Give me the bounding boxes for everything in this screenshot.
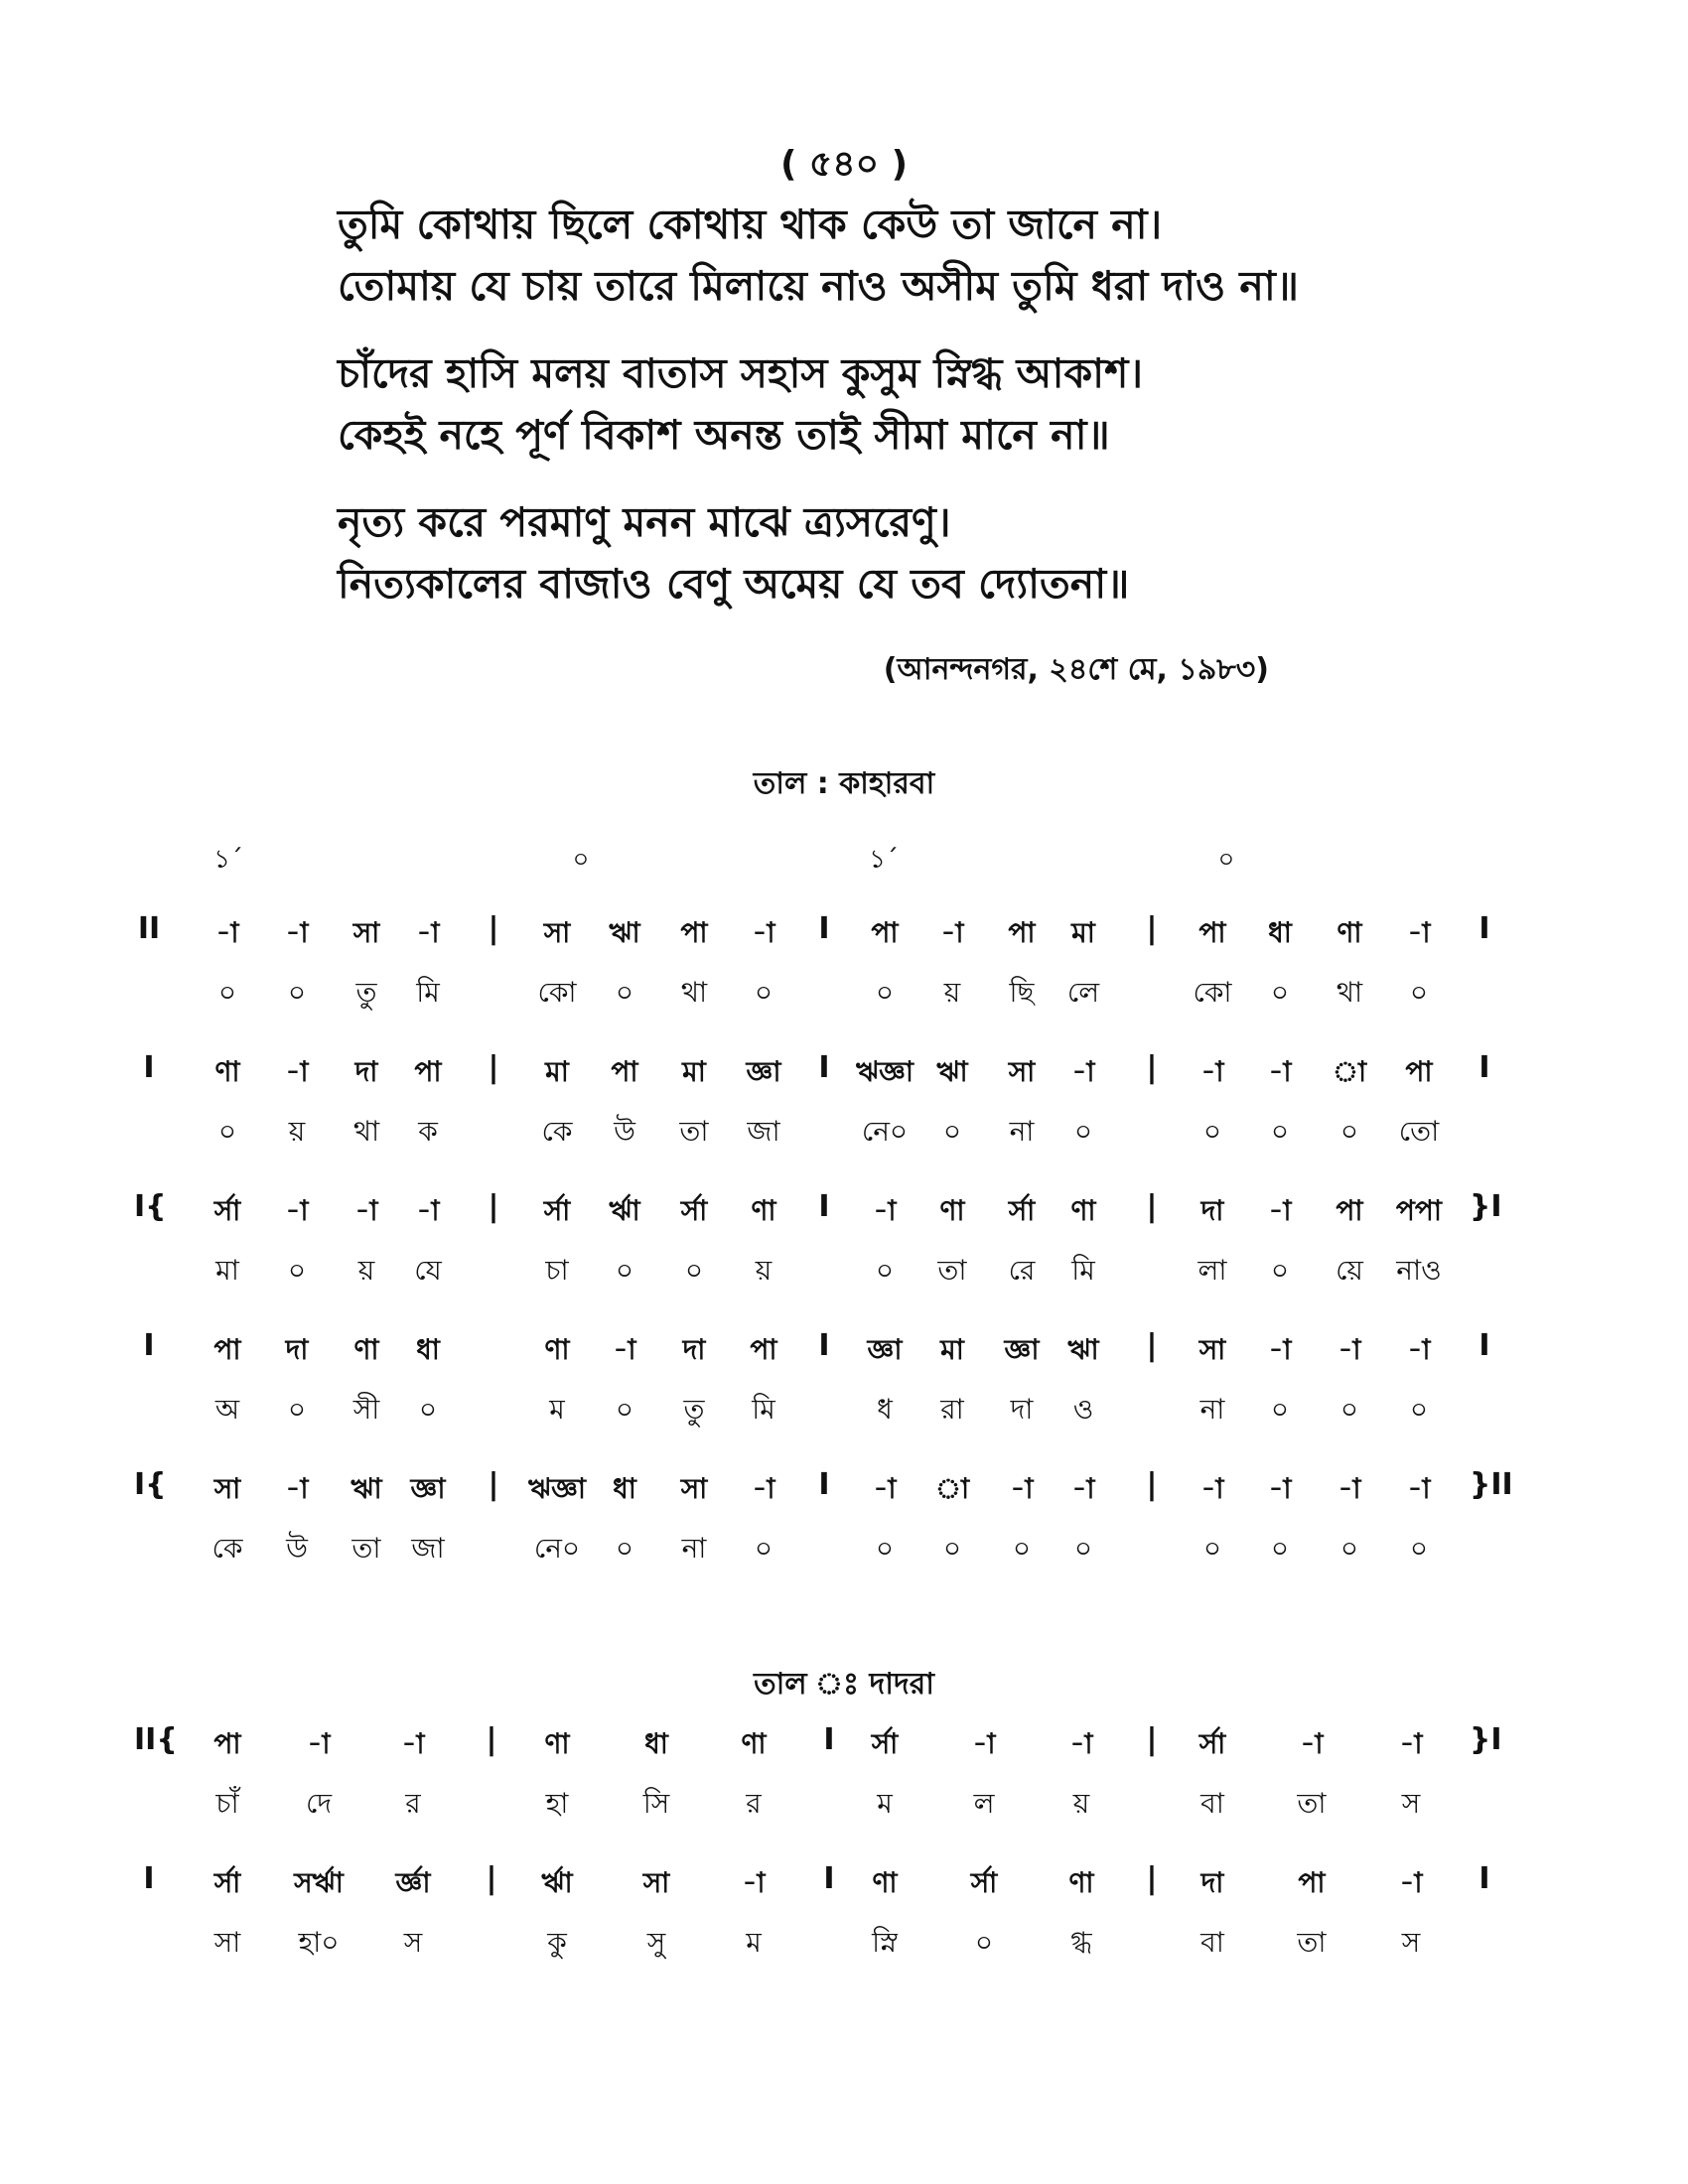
bar-line: I bbox=[1478, 1861, 1490, 1896]
swara-note: ণা bbox=[751, 1194, 776, 1227]
swara-note: ণা bbox=[939, 1194, 965, 1227]
swara-note: পা bbox=[871, 916, 899, 949]
swara-note: সা bbox=[680, 1472, 708, 1505]
lyric-syllable: তু bbox=[683, 1393, 705, 1426]
swara-note: -া bbox=[1071, 1472, 1095, 1505]
swara-note: া bbox=[934, 1472, 970, 1505]
lyric-syllable: ০ bbox=[942, 1115, 962, 1148]
bar-line: I bbox=[143, 1861, 155, 1896]
bar-line: I bbox=[1478, 911, 1490, 946]
beat-mark: ০ bbox=[1217, 845, 1235, 875]
swara-note: -া bbox=[1337, 1333, 1361, 1366]
swara-note: -া bbox=[416, 916, 440, 949]
swara-note: -া bbox=[1337, 1472, 1361, 1505]
bar-line: }I bbox=[1470, 1722, 1502, 1757]
lyric-syllable: ল bbox=[973, 1787, 995, 1820]
lyric-line: নিত্যকালের বাজাও বেণু অমেয় যে তব দ্যোতনা॥ bbox=[338, 560, 1130, 608]
swara-note: ধা bbox=[416, 1333, 440, 1366]
lyric-syllable: ০ bbox=[1270, 976, 1290, 1009]
lyric-syllable: চাঁ bbox=[215, 1787, 239, 1820]
bar-line: | bbox=[1146, 1189, 1158, 1224]
swara-note: পা bbox=[1198, 916, 1226, 949]
swara-row bbox=[0, 1722, 1688, 1770]
swara-note: -া bbox=[873, 1472, 897, 1505]
lyric-syllable: ০ bbox=[287, 976, 307, 1009]
bar-line: I bbox=[823, 1722, 835, 1757]
notation-line bbox=[0, 1722, 1688, 1849]
swara-note: পা bbox=[1008, 916, 1036, 949]
lyric-syllable: হা০ bbox=[298, 1926, 340, 1959]
swara-note: ঋা bbox=[1067, 1333, 1099, 1366]
swara-note: -া bbox=[1268, 1055, 1292, 1088]
lyric-syllable: ০ bbox=[974, 1926, 994, 1959]
lyric-syllable: ০ bbox=[1270, 1393, 1290, 1426]
swara-note: -া bbox=[742, 1866, 766, 1899]
bar-line: II{ bbox=[134, 1722, 178, 1757]
swara-note: জ্ঞা bbox=[867, 1333, 903, 1366]
bar-line: I bbox=[818, 911, 830, 946]
swara-note: সা bbox=[642, 1866, 670, 1899]
swara-note: সা bbox=[352, 916, 380, 949]
lyric-syllable: ০ bbox=[287, 1254, 307, 1287]
lyric-syllable: গ্ধ bbox=[1070, 1926, 1092, 1959]
swara-note: -া bbox=[940, 916, 964, 949]
lyric-syllable: ০ bbox=[875, 1254, 895, 1287]
bar-line: }I bbox=[1470, 1189, 1502, 1224]
lyric-syllable-row bbox=[0, 1921, 1688, 1969]
swara-note: ণা bbox=[741, 1727, 767, 1760]
swara-note: সা bbox=[543, 916, 571, 949]
bar-line: I bbox=[818, 1467, 830, 1502]
lyric-syllable-row bbox=[0, 1249, 1688, 1297]
tala-heading-dadra bbox=[0, 1660, 1688, 1710]
bar-line: I bbox=[823, 1861, 835, 1896]
lyric-syllable: তু bbox=[355, 976, 377, 1009]
bar-line: | bbox=[1146, 1722, 1158, 1757]
lyric-syllable: ০ bbox=[1270, 1254, 1290, 1287]
swara-note: -া bbox=[1268, 1472, 1292, 1505]
swara-note: -া bbox=[1407, 1333, 1431, 1366]
lyric-syllable: না bbox=[681, 1532, 707, 1565]
bar-line: | bbox=[488, 911, 499, 946]
lyric-line: কেহই নহে পূর্ণ বিকাশ অনন্ত তাই সীমা মানে না॥ bbox=[338, 411, 1110, 459]
lyric-syllable: ০ bbox=[1073, 1532, 1093, 1565]
swara-note: সা bbox=[1198, 1333, 1226, 1366]
swara-note: ঋজ্ঞা bbox=[855, 1055, 914, 1088]
lyric-syllable: থা bbox=[1336, 976, 1363, 1009]
swara-note: -া bbox=[285, 916, 309, 949]
swara-note: -া bbox=[285, 1055, 309, 1088]
swara-note: ণা bbox=[1068, 1866, 1094, 1899]
lyric-line: নৃত্য করে পরমাণু মনন মাঝে ত্র্যসরেণু। bbox=[338, 498, 951, 546]
lyric-syllable: মি bbox=[752, 1393, 775, 1426]
swara-note: -া bbox=[1200, 1055, 1224, 1088]
attribution: (আনন্দনগর, ২৪শে মে, ১৯৮৩) bbox=[883, 652, 1269, 687]
lyric-syllable: যে bbox=[414, 1254, 442, 1287]
notation-line bbox=[0, 911, 1688, 1038]
lyric-syllable: স bbox=[403, 1926, 423, 1959]
lyric-syllable: য় bbox=[755, 1254, 773, 1287]
swara-note: -া bbox=[1300, 1727, 1324, 1760]
lyric-syllable: ০ bbox=[1339, 1532, 1359, 1565]
bar-line: I{ bbox=[134, 1189, 167, 1224]
lyric-syllable: ০ bbox=[1409, 1393, 1429, 1426]
bar-line: I bbox=[818, 1050, 830, 1085]
swara-note: ঋা bbox=[609, 916, 640, 949]
bar-line: I bbox=[143, 1050, 155, 1085]
swara-note: র্সা bbox=[871, 1727, 899, 1760]
swara-note: দা bbox=[682, 1333, 706, 1366]
swara-note: ধা bbox=[1268, 916, 1292, 949]
lyric-syllable: ০ bbox=[1409, 1532, 1429, 1565]
beat-mark: ১´ bbox=[213, 845, 243, 875]
swara-note: -া bbox=[1407, 916, 1431, 949]
swara-note: -া bbox=[1010, 1472, 1034, 1505]
swara-row bbox=[0, 1861, 1688, 1909]
lyric-syllable: কো bbox=[537, 976, 577, 1009]
lyric-syllable: ক bbox=[418, 1115, 438, 1148]
lyric-syllable: ও bbox=[1072, 1393, 1094, 1426]
lyric-syllable: দা bbox=[1010, 1393, 1034, 1426]
swara-row bbox=[0, 1050, 1688, 1098]
stanza bbox=[338, 491, 1529, 614]
swara-note: -া bbox=[1407, 1472, 1431, 1505]
lyric-syllable: থা bbox=[352, 1115, 380, 1148]
swara-note: -া bbox=[1071, 1055, 1095, 1088]
lyric-syllable: মি bbox=[416, 976, 440, 1009]
swara-note: সা bbox=[213, 1472, 241, 1505]
swara-note: -া bbox=[1399, 1866, 1423, 1899]
bar-line: | bbox=[1146, 1050, 1158, 1085]
swara-note: র্সা bbox=[543, 1194, 571, 1227]
swara-note: ণা bbox=[1070, 1194, 1096, 1227]
bar-line: I bbox=[1478, 1328, 1490, 1363]
lyric-syllable: ০ bbox=[1339, 1115, 1359, 1148]
lyric-syllable: ধ bbox=[877, 1393, 893, 1426]
lyric-syllable: র bbox=[746, 1787, 762, 1820]
bar-line: | bbox=[488, 1467, 499, 1502]
swara-note: পা bbox=[680, 916, 708, 949]
swara-note: -া bbox=[416, 1194, 440, 1227]
swara-row bbox=[0, 1328, 1688, 1376]
swara-note: র্ঋা bbox=[541, 1866, 573, 1899]
swara-note: সর্ঋা bbox=[294, 1866, 344, 1899]
notation-line bbox=[0, 1861, 1688, 1988]
lyric-syllable: জা bbox=[747, 1115, 780, 1148]
lyric-syllable: ০ bbox=[1012, 1532, 1032, 1565]
swara-note: র্সা bbox=[1198, 1727, 1226, 1760]
swara-note: জ্ঞা bbox=[1004, 1333, 1040, 1366]
lyric-syllable: ০ bbox=[1270, 1115, 1290, 1148]
tala-label: তাল bbox=[754, 1667, 807, 1702]
lyric-syllable: য় bbox=[288, 1115, 306, 1148]
swara-note: র্সা bbox=[213, 1194, 241, 1227]
swara-row bbox=[0, 1467, 1688, 1515]
swara-note: ধা bbox=[613, 1472, 636, 1505]
lyric-syllable: য়ে bbox=[1336, 1254, 1363, 1287]
beat-mark: ১´ bbox=[869, 845, 899, 875]
lyric-syllable: ০ bbox=[615, 1532, 634, 1565]
swara-note: দা bbox=[1200, 1866, 1224, 1899]
bar-line: | bbox=[486, 1722, 497, 1757]
swara-note: র্সা bbox=[680, 1194, 708, 1227]
lyric-syllable: না bbox=[1199, 1393, 1225, 1426]
swara-note: -া bbox=[972, 1727, 996, 1760]
swara-note: মা bbox=[545, 1055, 569, 1088]
lyric-syllable: রে bbox=[1008, 1254, 1036, 1287]
lyric-syllable: সী bbox=[352, 1393, 380, 1426]
swara-note: -া bbox=[1200, 1472, 1224, 1505]
lyric-syllable: ০ bbox=[615, 976, 634, 1009]
swara-note: -া bbox=[401, 1727, 425, 1760]
swara-note: মা bbox=[682, 1055, 706, 1088]
lyric-line: চাঁদের হাসি মলয় বাতাস সহাস কুসুম স্নিগ্ধ আকাশ। bbox=[338, 349, 1143, 397]
lyric-syllable: ০ bbox=[418, 1393, 438, 1426]
lyric-syllable: স bbox=[1401, 1926, 1421, 1959]
swara-note: ণা bbox=[872, 1866, 898, 1899]
lyric-syllable: হা bbox=[545, 1787, 569, 1820]
notation-line bbox=[0, 1467, 1688, 1594]
swara-note: দা bbox=[1200, 1194, 1224, 1227]
lyric-syllable: ০ bbox=[615, 1254, 634, 1287]
lyric-syllable: উ bbox=[286, 1532, 308, 1565]
lyric-syllable: কে bbox=[541, 1115, 573, 1148]
lyric-syllable: ম bbox=[877, 1787, 893, 1820]
swara-row bbox=[0, 1189, 1688, 1237]
swara-note: -া bbox=[1268, 1333, 1292, 1366]
swara-note: মা bbox=[1071, 916, 1095, 949]
lyric-syllable: বা bbox=[1200, 1787, 1224, 1820]
tala-name: : কাহারবা bbox=[806, 766, 935, 801]
swara-note: মা bbox=[940, 1333, 964, 1366]
swara-note: র্সা bbox=[1008, 1194, 1036, 1227]
lyric-syllable: ০ bbox=[217, 1115, 237, 1148]
swara-note: -া bbox=[752, 916, 775, 949]
lyric-syllable: ম bbox=[746, 1926, 762, 1959]
swara-note: -া bbox=[354, 1194, 378, 1227]
swara-note: পা bbox=[1405, 1055, 1433, 1088]
lyric-syllable: য় bbox=[357, 1254, 375, 1287]
swara-note: পা bbox=[750, 1333, 777, 1366]
bar-line: I bbox=[818, 1328, 830, 1363]
swara-note: -া bbox=[1268, 1194, 1292, 1227]
swara-note: -া bbox=[285, 1472, 309, 1505]
lyric-syllable: তা bbox=[352, 1532, 381, 1565]
lyric-syllable: সু bbox=[646, 1926, 666, 1959]
bar-line: | bbox=[1146, 1328, 1158, 1363]
swara-note: -া bbox=[873, 1194, 897, 1227]
lyric-syllable-row bbox=[0, 1388, 1688, 1435]
swara-note: পা bbox=[1298, 1866, 1326, 1899]
swara-note: া bbox=[1332, 1055, 1367, 1088]
swara-note: ণা bbox=[353, 1333, 379, 1366]
lyric-syllable: কে bbox=[211, 1532, 243, 1565]
swara-note: দা bbox=[285, 1333, 309, 1366]
swara-note: ণা bbox=[544, 1727, 570, 1760]
beat-marks bbox=[0, 839, 1688, 879]
swara-note: জ্ঞা bbox=[410, 1472, 446, 1505]
lyric-syllable: তা bbox=[937, 1254, 967, 1287]
swara-note: জ্ঞা bbox=[746, 1055, 781, 1088]
tala-heading-kaharba bbox=[0, 759, 1688, 810]
bar-line: I bbox=[1478, 1050, 1490, 1085]
lyric-syllable: বা bbox=[1200, 1926, 1224, 1959]
swara-row bbox=[0, 911, 1688, 959]
bar-line: | bbox=[488, 1050, 499, 1085]
swara-note: ণা bbox=[1336, 916, 1362, 949]
lyric-syllable: ছি bbox=[1009, 976, 1035, 1009]
swara-note: -া bbox=[613, 1333, 636, 1366]
stanza bbox=[338, 194, 1529, 317]
lyric-syllable: ম bbox=[549, 1393, 565, 1426]
swara-note: ণা bbox=[214, 1055, 240, 1088]
lyric-syllable: তা bbox=[1297, 1926, 1327, 1959]
lyric-syllable: নাও bbox=[1396, 1254, 1442, 1287]
swara-note: পা bbox=[611, 1055, 638, 1088]
lyric-syllable: নে০ bbox=[861, 1115, 909, 1148]
bar-line: | bbox=[1146, 911, 1158, 946]
lyric-syllable: তা bbox=[1297, 1787, 1327, 1820]
swara-note: পা bbox=[213, 1727, 241, 1760]
lyric-syllable: ০ bbox=[754, 976, 774, 1009]
notation-line bbox=[0, 1189, 1688, 1316]
lyric-syllable: ০ bbox=[615, 1393, 634, 1426]
lyric-syllable: ০ bbox=[1202, 1115, 1222, 1148]
lyric-syllable: ০ bbox=[754, 1532, 774, 1565]
lyric-syllable: তো bbox=[1398, 1115, 1440, 1148]
lyric-syllable: রা bbox=[940, 1393, 964, 1426]
lyric-syllable: ০ bbox=[217, 976, 237, 1009]
swara-note: -া bbox=[1069, 1727, 1093, 1760]
swara-note: পা bbox=[414, 1055, 442, 1088]
swara-note: র্সা bbox=[970, 1866, 998, 1899]
bar-line: II bbox=[137, 911, 161, 946]
stanza bbox=[338, 342, 1529, 466]
lyric-syllable: চা bbox=[545, 1254, 569, 1287]
lyric-syllable-row bbox=[0, 1110, 1688, 1158]
lyric-syllable: লে bbox=[1066, 976, 1100, 1009]
lyric-syllable: ০ bbox=[875, 1532, 895, 1565]
bar-line: | bbox=[1146, 1467, 1158, 1502]
lyric-syllable: লা bbox=[1197, 1254, 1227, 1287]
lyric-syllable: স্নি bbox=[872, 1926, 898, 1959]
lyric-syllable: ০ bbox=[287, 1393, 307, 1426]
lyric-syllable: সি bbox=[642, 1787, 670, 1820]
swara-note: দা bbox=[354, 1055, 378, 1088]
lyric-syllable: ০ bbox=[875, 976, 895, 1009]
lyric-syllable: কু bbox=[547, 1926, 567, 1959]
bar-line: I bbox=[143, 1328, 155, 1363]
lyric-syllable-row bbox=[0, 1527, 1688, 1574]
lyric-syllable: ০ bbox=[1073, 1115, 1093, 1148]
swara-note: -া bbox=[752, 1472, 775, 1505]
lyric-syllable: জা bbox=[411, 1532, 445, 1565]
lyric-syllable: য় bbox=[943, 976, 961, 1009]
lyric-syllable: কো bbox=[1193, 976, 1232, 1009]
bar-line: | bbox=[486, 1861, 497, 1896]
swara-note: পা bbox=[213, 1333, 241, 1366]
tala-name: ঃ দাদরা bbox=[806, 1667, 934, 1702]
lyric-syllable: ০ bbox=[1270, 1532, 1290, 1565]
notation-line bbox=[0, 1050, 1688, 1177]
lyric-syllable: ০ bbox=[1202, 1532, 1222, 1565]
swara-note: -া bbox=[1399, 1727, 1423, 1760]
swara-note: -া bbox=[215, 916, 239, 949]
lyric-syllable: মা bbox=[215, 1254, 239, 1287]
lyric-syllable: ০ bbox=[1409, 976, 1429, 1009]
lyric-syllable-row bbox=[0, 971, 1688, 1019]
swara-note: র্জ্ঞা bbox=[395, 1866, 431, 1899]
swara-note: সা bbox=[1008, 1055, 1036, 1088]
lyric-syllable: য় bbox=[1072, 1787, 1090, 1820]
lyric-syllable: ০ bbox=[684, 1254, 704, 1287]
lyric-syllable: না bbox=[1009, 1115, 1035, 1148]
swara-note: ণা bbox=[544, 1333, 570, 1366]
bar-line: | bbox=[488, 1189, 499, 1224]
swara-note: -া bbox=[307, 1727, 331, 1760]
page-number: ( ৫৪০ ) bbox=[779, 144, 909, 185]
swara-note: -া bbox=[285, 1194, 309, 1227]
swara-note: ঋজ্ঞা bbox=[527, 1472, 587, 1505]
lyric-syllable: স bbox=[1401, 1787, 1421, 1820]
bar-line: }II bbox=[1470, 1467, 1513, 1502]
bar-line: I bbox=[818, 1189, 830, 1224]
notation-line bbox=[0, 1328, 1688, 1455]
lyrics-block bbox=[338, 194, 1529, 640]
swara-note: ধা bbox=[644, 1727, 668, 1760]
bar-line: | bbox=[1146, 1861, 1158, 1896]
lyric-syllable: থা bbox=[680, 976, 708, 1009]
lyric-line: তুমি কোথায় ছিলে কোথায় থাক কেউ তা জানে না। bbox=[338, 201, 1163, 248]
lyric-syllable: র bbox=[405, 1787, 421, 1820]
swara-note: পা bbox=[1336, 1194, 1363, 1227]
swara-note: র্সা bbox=[213, 1866, 241, 1899]
swara-note: ঋা bbox=[936, 1055, 968, 1088]
lyric-syllable: দে bbox=[305, 1787, 333, 1820]
swara-note: র্ঋা bbox=[609, 1194, 640, 1227]
lyric-line: তোমায় যে চায় তারে মিলায়ে নাও অসীম তুমি ধরা দাও না॥ bbox=[338, 262, 1299, 310]
bar-line: I{ bbox=[134, 1467, 167, 1502]
lyric-syllable: মি bbox=[1071, 1254, 1095, 1287]
beat-mark: ০ bbox=[572, 845, 590, 875]
lyric-syllable: ০ bbox=[1339, 1393, 1359, 1426]
lyric-syllable: সা bbox=[213, 1926, 241, 1959]
lyric-syllable: ০ bbox=[942, 1532, 962, 1565]
lyric-syllable: উ bbox=[614, 1115, 635, 1148]
lyric-syllable: নে০ bbox=[533, 1532, 581, 1565]
swara-note: ঋা bbox=[351, 1472, 382, 1505]
tala-label: তাল bbox=[753, 766, 807, 801]
lyric-syllable-row bbox=[0, 1782, 1688, 1830]
lyric-syllable: অ bbox=[214, 1393, 240, 1426]
lyric-syllable: তা bbox=[679, 1115, 709, 1148]
swara-note: পপা bbox=[1395, 1194, 1443, 1227]
